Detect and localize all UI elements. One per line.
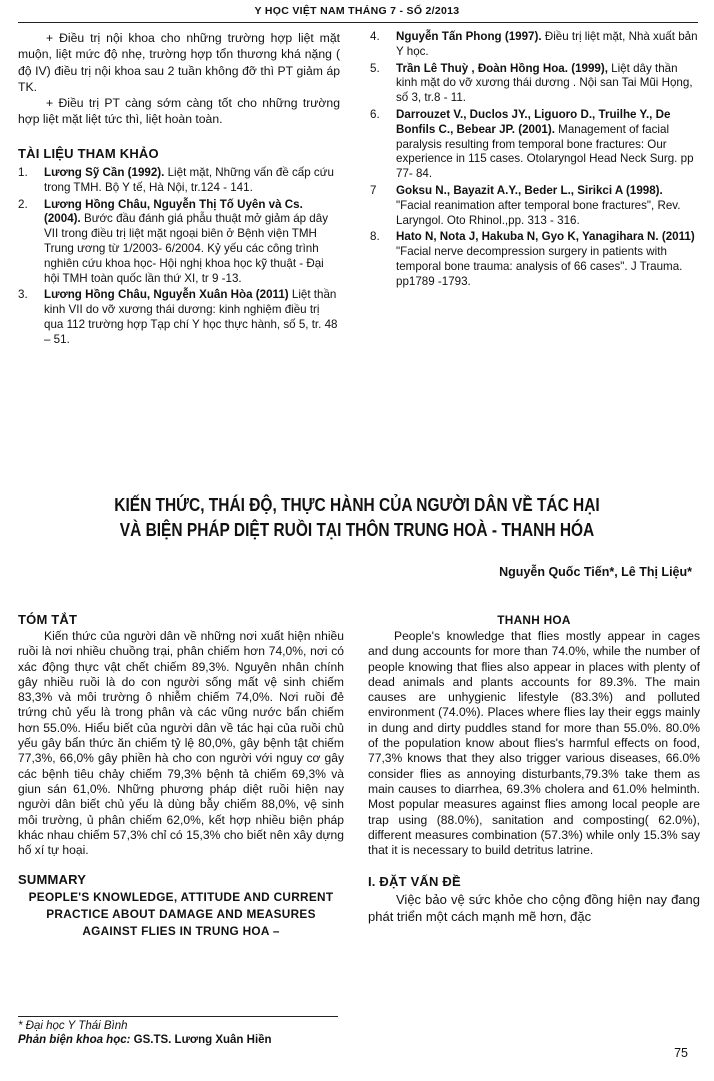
- reference-item: 5. Trần Lê Thuỳ , Đoàn Hồng Hoa. (1999), Liệt dây thần kinh mặt do vỡ xương thái dương . Nội san Tai Mũi Họng, số 3, tr.8 - 11.: [370, 61, 693, 105]
- footnote-affiliation: * Đại học Y Thái Bình: [18, 1020, 128, 1032]
- reference-item: 2. Lương Hồng Châu, Nguyễn Thị Tố Uyên và Cs. (2004). Bước đầu đánh giá phẫu thuật mở giảm áp dây VII trong điều trị liệt mặt ngoại biên ở Bệnh viện TMH Trung ương từ 1/2003- 6/2004. Kỷ yếu các công trình nghiên cứu khoa học- Hội nghị khoa học kỹ thuật - Đại hội TMH toàn quốc lần thứ XI, tr 9 -13.: [18, 197, 329, 285]
- article-title: [50, 493, 664, 543]
- reference-item: 6. Darrouzet V., Duclos JY., Liguoro D., Truilhe Y., De Bonfils C., Bebear JP. (2001). Management of facial paralysis resulting from temporal bone fractures: Our experience in 115 cases. Otolaryngol Head Neck Surg. pp 77- 84.: [370, 107, 694, 181]
- top-left-column: [18, 30, 340, 346]
- reference-item: 7 Goksu N., Bayazit A.Y., Beder L., Sirikci A (1998). "Facial reanimation after temporal bone fractures", Rev. Laryngol. Oto Rhinol.,pp. 313 - 316.: [370, 183, 681, 227]
- summary-english-title-cont: THANH HOA: [497, 613, 571, 627]
- reference-item: 8. Hato N, Nota J, Hakuba N, Gyo K, Yanagihara N. (2011) "Facial nerve decompression surgery in patients with temporal bone trauma: analysis of 66 cases". J Trauma. pp1789 -1793.: [370, 230, 695, 288]
- abstract-title: TÓM TẮT: [18, 612, 78, 627]
- summary-english-title: PEOPLE'S KNOWLEDGE, ATTITUDE AND CURRENT PRACTICE ABOUT DAMAGE AND MEASURES AGAINST FLIES IN TRUNG HOA –: [28, 890, 334, 939]
- reference-item: 4. Nguyễn Tấn Phong (1997). Điều trị liệt mặt, Nhà xuất bản Y học.: [370, 30, 698, 58]
- journal-header: Y HỌC VIỆT NAM THÁNG 7 - SỐ 2/2013: [254, 5, 460, 17]
- article-title-line-1: KIẾN THỨC, THÁI ĐỘ, THỰC HÀNH CỦA NGƯỜI DÂN VỀ TÁC HẠI: [114, 495, 600, 515]
- treatment-paragraph-1: + Điều trị nội khoa cho những trường hợp liệt mặt muộn, liệt mức độ nhẹ, trường hợp tổn thương khá nặng ( độ IV) điều trị nội khoa sau 2 tuần không đỡ thì PT giảm áp TK.: [18, 31, 340, 94]
- footnote-reviewer: Phản biện khoa học: GS.TS. Lương Xuân Hiền: [18, 1034, 272, 1046]
- treatment-paragraph-2: + Điều trị PT càng sớm càng tốt cho những trường hợp liệt mặt liệt tức thì, liệt hoàn toàn.: [18, 96, 340, 127]
- reference-item: 3. Lương Hồng Châu, Nguyễn Xuân Hòa (2011) Liệt thần kinh VII do vỡ xương thái dương: kinh nghiệm điều trị qua 112 trường hợp Tạp chí Y học thực hành, số 5, tr. 48 – 51.: [18, 288, 338, 346]
- page-number: 75: [674, 1046, 688, 1060]
- footnote: [18, 1019, 358, 1047]
- reference-item: 1. Lương Sỹ Cần (1992). Liệt mặt, Những vấn đề cấp cứu trong TMH. Bộ Y tế, Hà Nội, tr.124 - 141.: [18, 166, 334, 194]
- article-authors: Nguyễn Quốc Tiến*, Lê Thị Liệu*: [499, 565, 692, 579]
- references-list-right: [370, 30, 700, 290]
- lower-right-column: [368, 612, 700, 925]
- footnote-rule: [18, 1016, 338, 1017]
- header-rule: [18, 22, 698, 23]
- lower-left-column: [18, 612, 344, 940]
- summary-english-text: People's knowledge that flies mostly appear in cages and dung accounts for more than 74.0%, while the number of people knowing that flies also appear in places with plenty of dead animals and plants accounts for 89.3%. The main causes are unhygienic lifestyle (83.3%) and polluted environment (74.0%). Places where flies lay their eggs mainly in dung and dirty puddles stand for more than 55.0%. 80.0% of the population know about flies's harmful effects on food, 77,3% knows that they also trigger various diseases, 66.0% consider flies as annoying disturbants,79.3% take them as main causes to diarrhea, 69.3% cholera and 61.0% helminth. Most popular measures against flies among local people are trap using (88.0%), sanitation and composting( 62.0%), different measures combination (57.3%) while only 15.3% say that it is necessary to build detritus latrine.: [368, 629, 700, 858]
- article-title-line-2: VÀ BIỆN PHÁP DIỆT RUỒI TẠI THÔN TRUNG HOÀ - THANH HÓA: [119, 520, 595, 540]
- references-title: TÀI LIỆU THAM KHẢO: [18, 145, 159, 161]
- introduction-text: Việc bảo vệ sức khỏe cho cộng đồng hiện nay đang phát triển một cách mạnh mẽ hơn, đặc: [368, 892, 700, 925]
- introduction-title: I. ĐẶT VẤN ĐỀ: [368, 874, 461, 890]
- abstract-vietnamese: Kiến thức của người dân về những nơi xuất hiện nhiều ruồi là nơi nhiều chuồng trại, phân chiếm hơn 74,0%, nơi có xác động thực vật chết chiếm 89,3%. Nguyên nhân chính gây nhiều ruồi là do con người sống mất vệ sinh chiếm 83,3% và môi trường ô nhiễm chiếm 74,0%. Nơi ruồi đẻ trứng chủ yếu là trong phân và các vũng nước bẩn chiếm hơn 55.0%. Hiểu biết của người dân về tác hại của ruồi chủ yếu gây bẩn thức ăn chiếm tỷ lệ 80,0%, gây bệnh tật chiếm 77,3%, 66,0% gây phiền hà cho con người với nguy cơ gây các bệnh tiêu chảy chiếm 79,3% bệnh tả chiếm 69,3% và giun sán 61,0%. Những phương pháp diệt ruồi hiện nay người dân biết chủ yếu là dùng bẫy chiếm 88,0%, vệ sinh môi trường, ủ phân chiếm 62,0%, kết hợp nhiều biện pháp khác nhau chiếm 57,3% chỉ có 15,3% cho biết nên xây dựng hố xí tự hoại.: [18, 629, 344, 858]
- references-list-left: [18, 166, 340, 346]
- top-right-column: [370, 30, 700, 292]
- summary-title: SUMMARY: [18, 872, 87, 888]
